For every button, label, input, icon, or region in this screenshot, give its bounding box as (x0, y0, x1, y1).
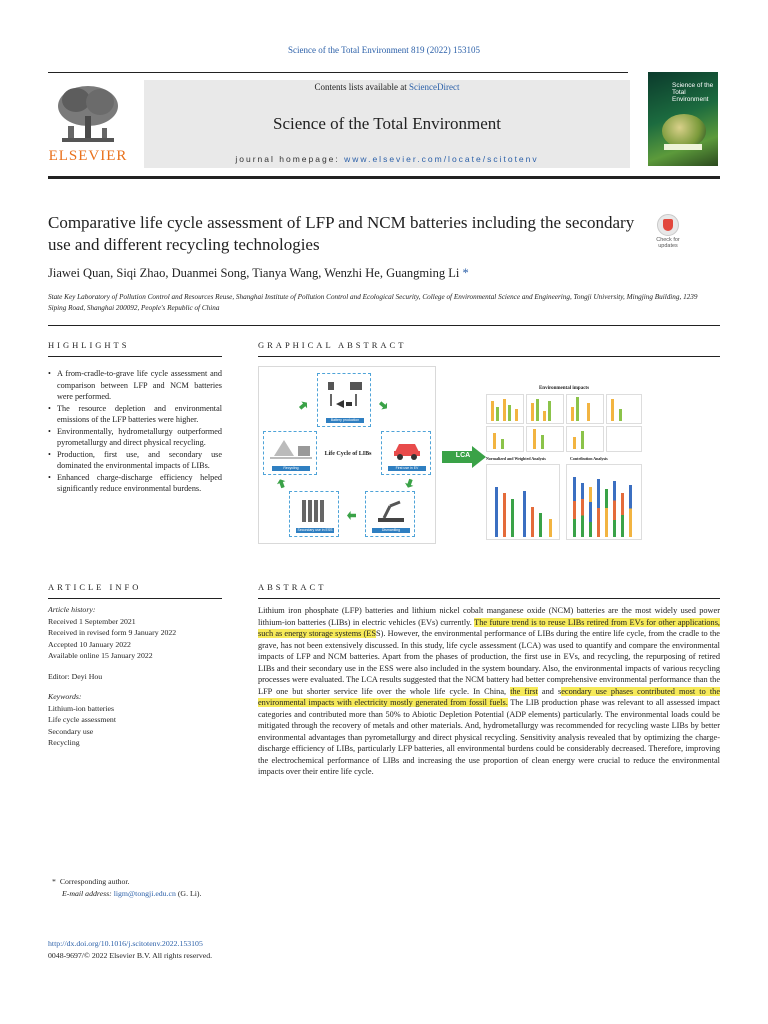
normalized-chart (486, 464, 560, 540)
email-suffix: (G. Li). (175, 889, 202, 898)
abstract-text: S). However, the environmental performance of LIBs during the entire life cycle, from the cradle to the grave, has not been extensively discussed. In this study, life cycle assessment (LCA) was used to quantify and compare the environmental impacts of LFP and NCM batteries. Apart from the phases of production, the first use in EVs, and recycling, the repurposing of retired LIBs and their secondary use in the ESS were also included in the system boundary. Also, the environmental impacts of various recycling processes were evaluated. The LCA results suggested that the NCM battery had better comprehensive environmental performance than the LFP one but shorter service life over the whole life cycle. In China, (258, 629, 720, 696)
contribution-title: Contribution Analysis (570, 456, 608, 461)
impact-mini-chart (606, 394, 642, 424)
highlight-item: • Enhanced charge-discharge efficiency helped significantly reduce environmental burdens. (48, 472, 222, 495)
abstract-heading: ABSTRACT (258, 582, 327, 592)
abstract-highlight: The future trend is to reuse LIBs retired from EVs for other applications, such as energy storage systems (ES (258, 617, 720, 638)
keyword-item: Recycling (48, 738, 80, 747)
elsevier-wordmark: ELSEVIER (48, 148, 128, 164)
article-info (48, 604, 228, 749)
keyword-item: Lithium-ion batteries (48, 703, 115, 713)
keyword-item: Secondary use (48, 726, 94, 736)
section-rule (48, 325, 720, 326)
abstract-text: Lithium iron phosphate (LFP) batteries and lithium nickel cobalt manganese oxide (NCM) batteries are the most widely used power lithium-ion batteries (LIBs) in electric vehicles (EVs) currently. (258, 606, 720, 627)
email-link[interactable]: ligm@tongji.edu.cn (113, 889, 176, 898)
impact-mini-chart (566, 394, 604, 424)
dismantling-stage-box (365, 491, 415, 537)
accepted-date: Accepted 10 January 2022 (48, 639, 131, 649)
dismantling-label: Dismantling (372, 528, 410, 533)
copyright: 0048-9697/© 2022 Elsevier B.V. All rights reserved. (48, 951, 213, 960)
highlight-item: • Environmentally, hydrometallurgy outperformed pyrometallurgy and direct physical recycling. (48, 426, 222, 449)
affiliation: State Key Laboratory of Pollution Control and Resources Reuse, Shanghai Institute of Pollution Control and Ecological Security, College of Environmental Science and Engineering, Tongji University, Mingjing Building, 1239 Siping Road, Shanghai 200092, People's Republic of China (48, 293, 698, 312)
online-date: Available online 15 January 2022 (48, 651, 153, 660)
first-use-label: First use in EV (388, 466, 426, 471)
keyword-item: Life cycle assessment (48, 715, 116, 724)
life-cycle-center-label: Life Cycle of LIBs (324, 451, 372, 457)
revised-date: Received in revised form 9 January 2022 (48, 628, 177, 637)
highlight-item: • The resource depletion and environmental emissions of the LFP batteries were higher. (48, 403, 222, 426)
homepage-prefix: journal homepage: (235, 154, 345, 164)
abstract-highlight: the first (510, 686, 538, 696)
abstract-body (258, 605, 720, 778)
homepage-line (144, 154, 630, 164)
abstract-text: and s (537, 686, 562, 696)
first-use-stage-box (381, 431, 431, 475)
impact-mini-chart (526, 426, 564, 452)
footnote-mark: * (52, 877, 56, 886)
secondary-use-label: Secondary use in ESS (297, 528, 333, 532)
highlights-list (48, 368, 222, 495)
check-updates-icon (657, 214, 679, 236)
journal-title: Science of the Total Environment (273, 114, 501, 133)
secondary-use-stage-box (289, 491, 339, 537)
check-updates-label: Check for updates (656, 237, 680, 249)
abstract-highlight: econdary use phases contributed most to the environmental impacts with electricity mostly generated from fossil fuels. (258, 686, 721, 707)
footnote (52, 876, 352, 900)
graphical-abstract-figure[interactable] (258, 366, 642, 546)
homepage-link[interactable]: www.elsevier.com/locate/scitotenv (344, 154, 539, 164)
sciencedirect-link[interactable]: ScienceDirect (409, 82, 460, 92)
cover-globe-graphic (662, 114, 706, 148)
highlights-heading: HIGHLIGHTS (48, 340, 130, 350)
recycling-icon (268, 436, 314, 462)
highlight-item: • A from-cradle-to-grave life cycle assessment and comparison between LFP and NCM batteries were performed. (48, 368, 222, 403)
cycle-arrow-icon (377, 399, 390, 412)
impact-mini-chart (486, 394, 524, 424)
cycle-arrow-icon (297, 399, 310, 412)
energy-storage-icon (298, 496, 332, 524)
impact-results-panel (486, 386, 642, 542)
editor: Editor: Deyi Hou (48, 671, 103, 681)
recycling-stage-box (263, 431, 317, 475)
journal-banner (144, 80, 630, 168)
production-label: Battery production (326, 418, 364, 423)
cycle-arrow-icon (276, 478, 288, 490)
life-cycle-diagram (258, 366, 436, 544)
lca-label: LCA (455, 452, 471, 459)
normalized-title: Normalized and Weighted Analysis (486, 456, 546, 461)
robot-arm-icon (374, 496, 408, 524)
article-title: Comparative life cycle assessment of LFP and NCM batteries including the secondary use and different recycling technologies (48, 213, 635, 254)
factory-icon (324, 380, 366, 412)
doi-block (48, 938, 348, 962)
received-date: Received 1 September 2021 (48, 616, 136, 626)
impact-legend (606, 426, 642, 452)
cover-title: Science of the Total Environment (672, 82, 714, 103)
abstract-rule (258, 598, 720, 599)
elsevier-logo[interactable] (48, 78, 128, 166)
corresponding-note: Corresponding author. (59, 877, 130, 886)
contents-prefix: Contents lists available at (314, 82, 409, 92)
production-stage-box (317, 373, 371, 427)
highlights-rule (48, 356, 222, 357)
cycle-arrow-icon (347, 511, 356, 520)
check-for-updates-button[interactable] (650, 214, 686, 254)
highlight-item: • Production, first use, and secondary use dominated the environmental impacts of LIBs. (48, 449, 222, 472)
masthead (48, 78, 720, 170)
author-list (48, 266, 708, 281)
contents-line (144, 82, 630, 92)
article-info-heading: ARTICLE INFO (48, 582, 142, 592)
keywords-label: Keywords: (48, 692, 82, 701)
article-info-rule (48, 598, 222, 599)
journal-cover-image[interactable] (648, 72, 718, 166)
cover-label-bar (664, 144, 702, 150)
contribution-chart (566, 464, 642, 540)
graphical-abstract-heading: GRAPHICAL ABSTRACT (258, 340, 407, 350)
abstract-text: The LIB production phase was relevant to all assessed impact categories and contributed more than 50% to Abiotic Depletion Potential (ADP elements) particularly. The environmental loads could be mitigated through the recovery of metals and other materials. And, hydrometallurgy was recommended for recycling waste LIBs by better environmental advantages than pyrometallurgy and direct physical recycling. Sensitivity analysis revealed that by optimizing the charge-discharge efficiency of LIBs, particularly LFP batteries, all environmental burdens could be considerably decreased. Therefore, improving the electrochemical performance of LIBs and increasing the use proportion of clean energy were crucial to reduce the environmental impacts over their entire life cycle. (258, 698, 720, 776)
email-label: E-mail address: (62, 889, 112, 898)
masthead-rule (48, 176, 720, 179)
history-label: Article history: (48, 605, 96, 614)
top-rule (48, 72, 628, 73)
impact-mini-chart (486, 426, 524, 452)
recycling-label: Recycling (272, 466, 310, 471)
doi-link[interactable]: http://dx.doi.org/10.1016/j.scitotenv.2022.153105 (48, 939, 203, 948)
impact-mini-chart (526, 394, 564, 424)
electric-car-icon (392, 438, 422, 460)
impact-mini-chart (566, 426, 604, 452)
corresponding-author-link[interactable]: * (462, 266, 469, 280)
elsevier-tree-icon (54, 82, 122, 146)
cycle-arrow-icon (404, 478, 416, 490)
authors-names: Jiawei Quan, Siqi Zhao, Duanmei Song, Tianya Wang, Wenzhi He, Guangming Li (48, 266, 460, 280)
graphical-rule (258, 356, 720, 357)
journal-reference-link[interactable]: Science of the Total Environment 819 (2022) 153105 (288, 45, 480, 55)
impacts-title: Environmental impacts (538, 386, 590, 391)
